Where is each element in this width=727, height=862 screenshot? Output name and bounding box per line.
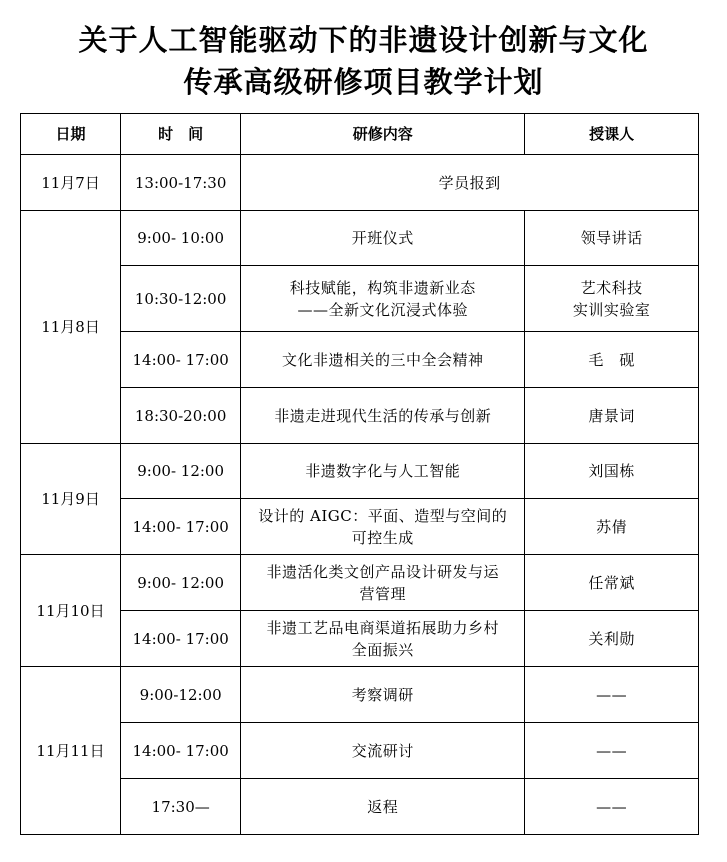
lecturer-cell <box>525 723 699 779</box>
table-row <box>21 266 699 332</box>
content-line: 学员报到 <box>438 173 501 192</box>
table-header-row <box>21 114 699 155</box>
lecturer-cell <box>525 211 699 266</box>
content-line: 科技赋能，构筑非遗新业态 <box>289 278 476 297</box>
lecturer-line: —— <box>596 685 628 704</box>
date-cell: 11月8日 <box>21 211 121 444</box>
lecturer-cell <box>525 667 699 723</box>
table-row <box>21 444 699 499</box>
content-cell <box>241 211 525 266</box>
lecturer-line: 毛 砚 <box>588 350 635 369</box>
date-cell: 11月10日 <box>21 555 121 667</box>
content-cell <box>241 155 699 211</box>
lecturer-cell <box>525 555 699 611</box>
content-line: 设计的 AIGC：平面、造型与空间的 <box>258 506 508 525</box>
lecturer-line: 实训实验室 <box>572 300 651 319</box>
content-line: 非遗走进现代生活的传承与创新 <box>274 406 492 425</box>
table-row <box>21 332 699 388</box>
content-cell <box>241 444 525 499</box>
content-line: 返程 <box>367 797 399 816</box>
lecturer-line: —— <box>596 741 628 760</box>
time-cell: 14:00- 17:00 <box>121 332 241 388</box>
content-line: 交流研讨 <box>351 741 414 760</box>
lecturer-cell <box>525 499 699 555</box>
date-cell: 11月11日 <box>21 667 121 835</box>
lecturer-line: 关利勋 <box>588 629 635 648</box>
lecturer-cell <box>525 266 699 332</box>
time-cell: 14:00- 17:00 <box>121 723 241 779</box>
lecturer-cell <box>525 388 699 444</box>
table-row <box>21 667 699 723</box>
table-row <box>21 779 699 835</box>
time-cell: 9:00- 10:00 <box>121 211 241 266</box>
lecturer-line: 艺术科技 <box>580 278 643 297</box>
content-line: 考察调研 <box>351 685 414 704</box>
table-row <box>21 723 699 779</box>
content-cell <box>241 388 525 444</box>
lecturer-line: 刘国栋 <box>588 462 635 480</box>
table-row <box>21 388 699 444</box>
content-cell <box>241 611 525 667</box>
content-cell <box>241 499 525 555</box>
content-cell <box>241 555 525 611</box>
time-cell: 17:30— <box>121 779 241 835</box>
lecturer-line: —— <box>596 797 628 816</box>
content-cell <box>241 723 525 779</box>
lecturer-line: 领导讲话 <box>580 229 643 247</box>
content-line: 文化非遗相关的三中全会精神 <box>281 350 484 369</box>
time-cell: 14:00- 17:00 <box>121 611 241 667</box>
date-cell: 11月9日 <box>21 444 121 555</box>
table-row <box>21 499 699 555</box>
time-cell: 9:00-12:00 <box>121 667 241 723</box>
content-line: 全面振兴 <box>351 640 414 659</box>
document-title-line-1: 关于人工智能驱动下的非遗设计创新与文化 <box>78 23 649 57</box>
content-line: 非遗数字化与人工智能 <box>305 462 461 480</box>
table-row <box>21 155 699 211</box>
content-line: ——全新文化沉浸式体验 <box>297 300 468 319</box>
header-lecturer: 授课人 <box>525 114 699 155</box>
table-row <box>21 211 699 266</box>
content-line: 开班仪式 <box>351 229 414 247</box>
header-date: 日期 <box>21 114 121 155</box>
table-row <box>21 611 699 667</box>
date-cell: 11月7日 <box>21 155 121 211</box>
content-cell <box>241 266 525 332</box>
content-line: 可控生成 <box>351 528 414 547</box>
lecturer-line: 苏倩 <box>596 517 628 536</box>
header-time: 时 间 <box>121 114 241 155</box>
lecturer-cell <box>525 779 699 835</box>
content-line: 非遗工艺品电商渠道拓展助力乡村 <box>266 618 499 637</box>
time-cell: 18:30-20:00 <box>121 388 241 444</box>
time-cell: 9:00- 12:00 <box>121 555 241 611</box>
time-cell: 14:00- 17:00 <box>121 499 241 555</box>
time-cell: 9:00- 12:00 <box>121 444 241 499</box>
schedule-table <box>20 113 699 835</box>
content-cell <box>241 667 525 723</box>
header-content: 研修内容 <box>241 114 525 155</box>
content-line: 营管理 <box>359 584 406 603</box>
content-cell <box>241 332 525 388</box>
lecturer-cell <box>525 332 699 388</box>
content-line: 非遗活化类文创产品设计研发与运 <box>266 562 499 581</box>
table-row <box>21 555 699 611</box>
document-title-line-2: 传承高级研修项目教学计划 <box>183 65 544 99</box>
content-cell <box>241 779 525 835</box>
lecturer-cell <box>525 444 699 499</box>
lecturer-line: 唐景词 <box>588 406 635 425</box>
lecturer-line: 任常斌 <box>588 573 635 592</box>
lecturer-cell <box>525 611 699 667</box>
time-cell: 13:00-17:30 <box>121 155 241 211</box>
time-cell: 10:30-12:00 <box>121 266 241 332</box>
